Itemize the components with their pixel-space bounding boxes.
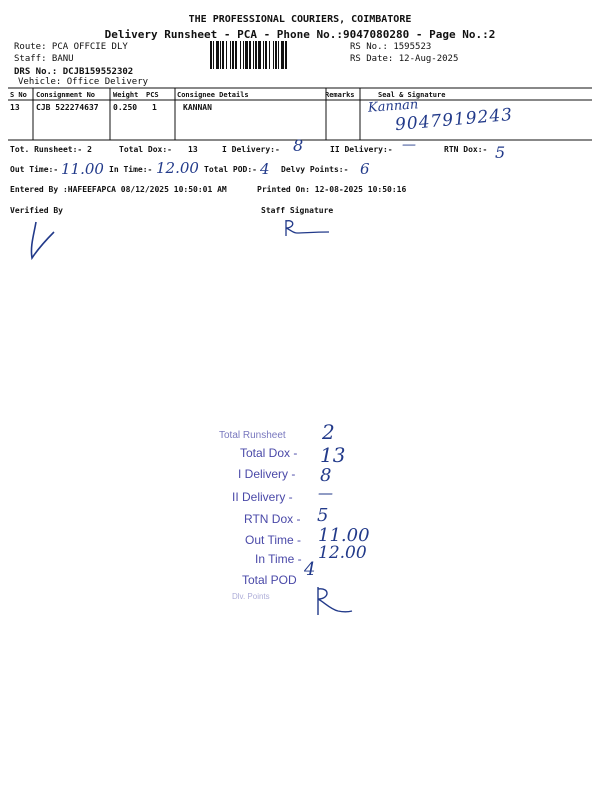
runsheet-subtitle: Delivery Runsheet - PCA - Phone No.:9047080280 - Page No.:2: [104, 28, 496, 41]
staff-signature-mark: [283, 216, 333, 240]
stamp-value-total-dox: 13: [320, 443, 346, 467]
col-header-weight: Weight: [113, 91, 139, 99]
out-time-handwritten: 11.00: [61, 160, 104, 178]
col-header-pcs: PCS: [146, 91, 159, 99]
vehicle-text: Vehicle: Office Delivery: [18, 77, 149, 87]
stamp-label-total-pod: Total POD: [242, 573, 297, 587]
stamp-value-rtn-dox: 5: [317, 505, 329, 526]
stamp-label-runsheet: Total Runsheet: [219, 430, 286, 441]
i-delivery-handwritten: 8: [293, 136, 304, 155]
row-weight: 0.250: [113, 103, 138, 112]
ii-delivery-handwritten: —: [402, 137, 416, 153]
total-dox-label: Total Dox:-: [119, 145, 172, 154]
row-pcs: 1: [152, 103, 157, 112]
rs-number: RS No.: 1595523: [350, 42, 432, 52]
total-dox-value: 13: [188, 145, 198, 154]
stamp-signature-mark: [310, 585, 354, 621]
stamp-value-in-time: 12.00: [318, 543, 367, 563]
stamp-value-runsheet: 2: [322, 420, 335, 444]
printed-on: Printed On: 12-08-2025 10:50:16: [257, 185, 407, 194]
row-sno: 13: [10, 103, 20, 112]
rs-date: RS Date: 12-Aug-2025: [350, 54, 459, 64]
stamp-label-out-time: Out Time -: [245, 533, 302, 547]
in-time-label: In Time:-: [109, 165, 153, 174]
total-pod-label: Total POD:-: [204, 165, 257, 174]
route-text: Route: PCA OFFCIE DLY: [14, 42, 128, 52]
drs-number: DRS No.: DCJB159552302: [14, 67, 134, 77]
stamp-value-out-time: 11.00: [318, 525, 370, 546]
col-header-consignment: Consignment No: [36, 91, 96, 99]
delvy-points-label: Delvy Points:-: [281, 165, 349, 174]
stamp-label-i-delivery: I Delivery -: [238, 467, 296, 481]
rtn-dox-handwritten: 5: [495, 143, 506, 162]
stamp-label-total-dox: Total Dox -: [240, 446, 298, 460]
in-time-handwritten: 12.00: [156, 159, 199, 177]
stamp-label-in-time: In Time -: [255, 552, 302, 566]
out-time-label: Out Time:-: [10, 165, 59, 174]
col-header-sno: S No: [10, 91, 27, 99]
stamp-label-delvy-points: Dlv. Points: [232, 592, 270, 601]
staff-signature-label: Staff Signature: [261, 206, 334, 215]
company-title: THE PROFESSIONAL COURIERS, COIMBATORE: [188, 14, 412, 25]
col-header-seal: Seal & Signature: [378, 91, 446, 99]
row-signature-name: Kannan: [367, 97, 419, 116]
col-header-remarks: Remarks: [325, 91, 355, 99]
stamp-value-i-delivery: 8: [320, 465, 332, 486]
delvy-points-handwritten: 6: [360, 160, 370, 178]
stamp-label-ii-delivery: II Delivery -: [232, 490, 293, 504]
staff-text: Staff: BANU: [14, 54, 74, 64]
stamp-label-rtn-dox: RTN Dox -: [244, 512, 301, 526]
rtn-dox-label: RTN Dox:-: [444, 145, 488, 154]
stamp-value-total-pod: 4: [304, 559, 316, 580]
stamp-value-ii-delivery: —: [318, 484, 333, 502]
total-pod-handwritten: 4: [260, 160, 270, 178]
row-consignment: CJB 522274637: [36, 103, 99, 112]
ii-delivery-label: II Delivery:-: [330, 145, 393, 154]
verifier-signature: [20, 216, 60, 262]
row-signature-phone: 9047919243: [394, 104, 514, 136]
verified-by-label: Verified By: [10, 206, 63, 215]
i-delivery-label: I Delivery:-: [222, 145, 280, 154]
row-consignee: KANNAN: [183, 103, 212, 112]
col-header-consignee: Consignee Details: [177, 91, 249, 99]
tot-runsheet: Tot. Runsheet:- 2: [10, 145, 92, 154]
entered-by: Entered By :HAFEEFAPCA 08/12/2025 10:50:01 AM: [10, 185, 227, 194]
